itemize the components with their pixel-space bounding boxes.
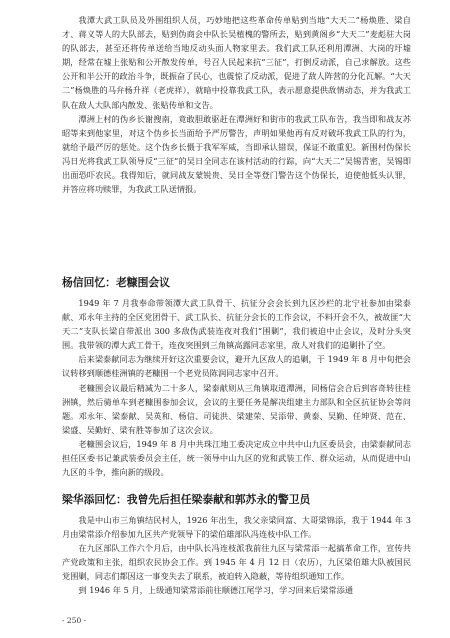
section-one-body bbox=[62, 13, 411, 196]
paragraph: 在九区部队工作六个月后，由中队长冯连枝派我前往九区与梁常添一起搞革命工作，宣传共产党政策和主张，组织农民协会工作。到 1945 年 4 月 12 日（农历），九区梁伯雄大队被国民党围剿，同志们都因这一事变失去了联系，被迫转入隐蔽，等待组织通知工作。 bbox=[62, 543, 411, 582]
paragraph: 老糠围会议后，1949 年 8 月中共珠江地工委决定成立中共中山九区委员会，由梁泰献同志担任区委书记兼武装委员会主任，统一领导中山九区的党和武装工作、群众运动，从而促进中山九区的斗争，推向新的级段。 bbox=[62, 438, 411, 478]
paragraph: 潭洲上村的伪乡长谢搜南，竟敢胆敢驱赶在潭洲好和街市的我武工队布告，我当即和战友苏昭等来到他家里，对这个伪乡长当面给予严厉警告，声明如果他再有反对破坏我武工队的行为，就给予最严厉的惩处。这个伪乡长慑于我军军威，当即承认错误，保证不敢重犯。新围村伪保长冯日光将我武工队领导反“三征”的吴日全同志在该村活动的行踪，向“大天二”吴锡青密，吴锡即出面恐吓农民。我得知后，就同战友蒙锐贵、吴日全等登门警告这个伪保长，迫使他低头认罪，并答应将功赎罪，为我武工队送情报。 bbox=[62, 113, 411, 195]
section-three-body bbox=[62, 513, 411, 598]
paragraph: 1949 年 7 月我奉命带领潭大武工队骨干、抗征分会会长到九区沙栏的北宁社参加由梁泰献、邓永年主持的全区党团骨干、武工队长、抗征分会长的工作会议，不料开会不久，被故匪“大天二”支队长梁自带派出 300 多敌伪武装连夜对我们“围剿”，我们被迫中止会议，及时分头突围。我带领的潭大武工骨干，连夜突围到三角镇高露同志家里，敌人对我们的追剿扑了空。 bbox=[62, 298, 411, 351]
paragraph: 后来梁泰献同志为继续开好这次重要会议，避开九区敌人的追剿，于 1949 年 8 月中旬把会议转移到顺德桂洲镇的老糠围一个老党员陈润同志家中召开。 bbox=[62, 354, 411, 379]
paragraph: 老糠围会议最后精减为二十多人，梁泰献则从三角镇取道潭洲，同杨信会合后到容奇转往桂洲镇，然后骑单车到老糠围参加会议，会议的主要任务是解决组建主力部队和全区抗征协会等问题。邓永年、梁泰献、吴英和、杨信、司徒洪、梁建荣、吴添带、黄泰、吴勤、任坤贤、范在、梁盛、吴勤好、梁有胜等参加了这次会议。 bbox=[62, 382, 411, 435]
section-heading-laokangwei: 杨信回忆：老糠围会议 bbox=[62, 276, 170, 289]
paragraph: 我是中山市三角镇结民村人，1926 年出生，我父亲梁同富、大哥梁锦添，我于 1944 年 3 月由梁常添介绍参加九区共产党领导下的梁伯雄部队冯连枝中队工作。 bbox=[62, 515, 411, 540]
page-number: - 250 - bbox=[62, 616, 87, 625]
paragraph: 我潭大武工队员及外围组织人员，巧妙地把这些革命传单贴到当地“大天二”杨焕胜、梁自才、蒋义等人的大队部去，贴到伪商会中队长吴植槐的警所去，贴到黄阁乡“大天二”麦彪驻大岗的队部去，甚至还将传单送给当地反动头面人物家里去。我们武工队还利用潭洲、大岗的圩墟期，经常在墟上张贴和公开散发传单，号召人民起来抗“三征”，打倒反动派，自己求解放。这些公开和半公开的政治斗争，既振奋了民心，也震惊了反动派，促进了敌人阵营的分化瓦解。“大天二”杨焕胜的马弁杨升祥（老虎祥），就暗中投靠我武工队，表示愿意提供敌情动态，并为我武工队在敌人大队部内散发、张贴传单和文告。 bbox=[62, 15, 411, 110]
paragraph: 到 1946 年 5 月，上级通知梁常添前往顺德江尾学习，学习回来后梁常添通 bbox=[78, 585, 354, 596]
section-heading-bodyguard: 梁华添回忆：我曾先后担任梁泰献和郭苏永的警卫员 bbox=[62, 493, 311, 506]
section-two-body bbox=[62, 296, 411, 479]
